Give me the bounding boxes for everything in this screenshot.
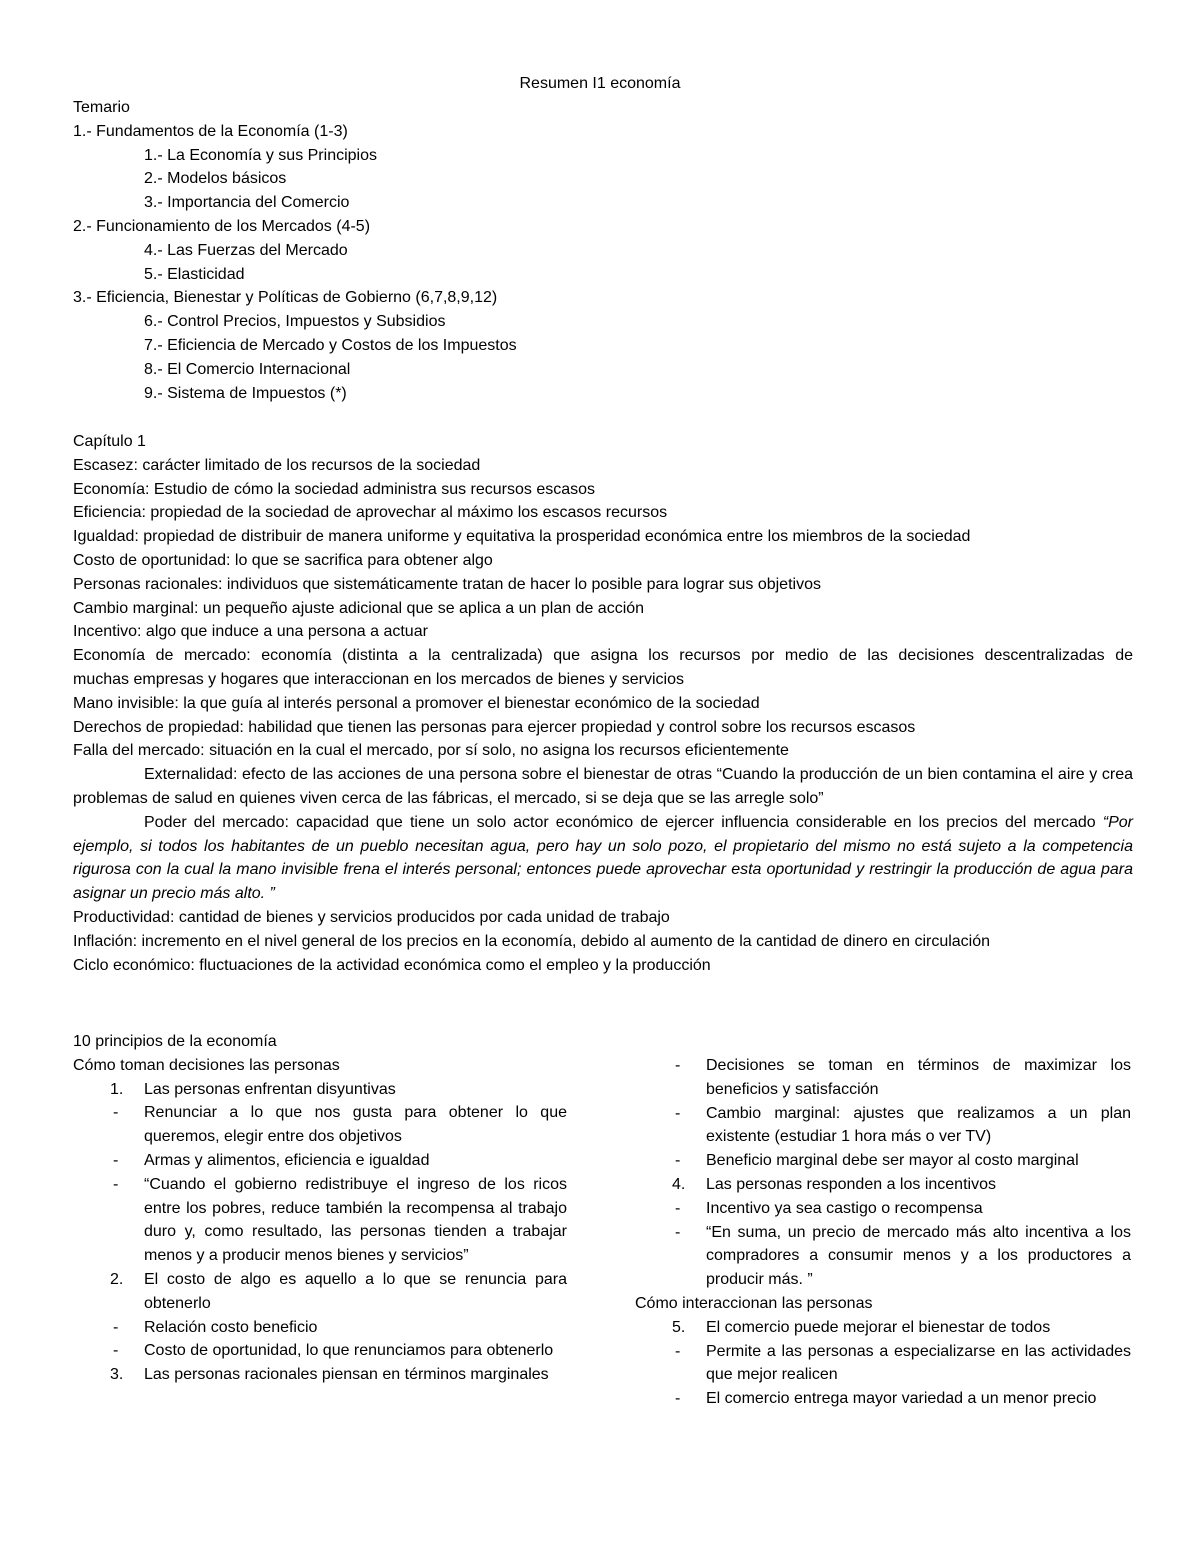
- list-item: [73, 1173, 567, 1268]
- temario-heading: Temario: [73, 99, 130, 116]
- definition-incentivo: Incentivo: algo que induce a una persona a actuar: [73, 623, 428, 641]
- capitulo-1-heading: Capítulo 1: [73, 433, 146, 450]
- temario-chapter-2: 2.- Modelos básicos: [144, 170, 287, 188]
- poder-mercado-definition: Poder del mercado: capacidad que tiene un solo actor económico de ejercer influencia considerable en los precios del mercado: [144, 813, 1103, 831]
- definition-costo-oportunidad: Costo de oportunidad: lo que se sacrifica para obtener algo: [73, 551, 493, 569]
- list-item: [635, 1340, 1131, 1388]
- list-text: Beneficio marginal debe ser mayor al costo marginal: [706, 1152, 1079, 1170]
- list-text: Costo de oportunidad, lo que renunciamos para obtenerlo: [144, 1342, 554, 1360]
- definition-cambio-marginal: Cambio marginal: un pequeño ajuste adicional que se aplica a un plan de acción: [73, 599, 645, 617]
- list-marker: -: [675, 1104, 681, 1122]
- list-item: [73, 1339, 567, 1363]
- section-toman-decisiones: Cómo toman decisiones las personas: [73, 1056, 340, 1074]
- definition-productividad: Productividad: cantidad de bienes y servicios producidos por cada unidad de trabajo: [73, 908, 670, 926]
- definition-personas-racionales: Personas racionales: individuos que sistemáticamente tratan de hacer lo posible para lograr sus objetivos: [73, 575, 821, 593]
- list-item: [635, 1316, 1131, 1340]
- list-text: “Cuando el gobierno redistribuye el ingreso de los ricos entre los pobres, reduce también la recompensa al trabajo duro y, como resultado, las personas tienden a trabajar menos y a producir menos bienes y servicios”: [144, 1175, 567, 1265]
- list-text: El comercio entrega mayor variedad a un menor precio: [706, 1390, 1097, 1408]
- list-text: Las personas racionales piensan en términos marginales: [144, 1366, 549, 1384]
- list-text: Cambio marginal: ajustes que realizamos a un plan existente (estudiar 1 hora más o ver TV): [706, 1104, 1131, 1146]
- definition-igualdad: Igualdad: propiedad de distribuir de manera uniforme y equitativa la prosperidad económica entre los miembros de la sociedad: [73, 528, 971, 546]
- definition-economia: Economía: Estudio de cómo la sociedad administra sus recursos escasos: [73, 480, 596, 498]
- temario-chapter-6: 6.- Control Precios, Impuestos y Subsidios: [144, 313, 446, 331]
- principios-right-column: [635, 1054, 1131, 1411]
- list-item: [73, 1268, 567, 1316]
- temario-chapter-3: 3.- Importancia del Comercio: [144, 194, 350, 212]
- temario-unit-3: 3.- Eficiencia, Bienestar y Políticas de Gobierno (6,7,8,9,12): [73, 289, 498, 307]
- definition-economia-mercado-line-2: muchas empresas y hogares que interaccionan en los mercados de bienes y servicios: [73, 670, 684, 688]
- list-text: Armas y alimentos, eficiencia e igualdad: [144, 1151, 430, 1169]
- list-text: Las personas responden a los incentivos: [706, 1175, 996, 1193]
- list-text: Renunciar a lo que nos gusta para obtener lo que queremos, elegir entre dos objetivos: [144, 1104, 567, 1146]
- capitulo-1-section: [73, 430, 1133, 977]
- list-item: [635, 1197, 1131, 1221]
- list-marker: -: [113, 1318, 119, 1336]
- list-text: El comercio puede mejorar el bienestar de todos: [706, 1318, 1051, 1336]
- temario-chapter-7: 7.- Eficiencia de Mercado y Costos de los Impuestos: [144, 336, 517, 354]
- list-item: [73, 1078, 567, 1102]
- list-item: [635, 1054, 1131, 1102]
- temario-chapter-8: 8.- El Comercio Internacional: [144, 360, 351, 378]
- list-text: Relación costo beneficio: [144, 1318, 318, 1336]
- definition-poder-mercado: [73, 811, 1133, 906]
- principios-heading: 10 principios de la economía: [73, 1033, 277, 1050]
- poder-mercado-example: “Por ejemplo, si todos los habitantes de un pueblo necesitan agua, pero hay un solo pozo, el propietario del mismo no está sujeto a la competencia rigurosa con la cual la mano invisible frena el interés personal; entonces puede aprovechar esta oportunidad y restringir la producción de agua para asignar un precio más alto. ”: [73, 813, 1133, 903]
- temario-chapter-1: 1.- La Economía y sus Principios: [144, 146, 377, 164]
- list-marker: -: [675, 1057, 681, 1074]
- list-item: [635, 1102, 1131, 1150]
- temario-unit-2: 2.- Funcionamiento de los Mercados (4-5): [73, 217, 371, 235]
- definition-ciclo-economico: Ciclo económico: fluctuaciones de la actividad económica como el empleo y la producción: [73, 956, 711, 974]
- list-marker: -: [675, 1390, 681, 1408]
- list-marker: -: [675, 1223, 681, 1241]
- temario-chapter-4: 4.- Las Fuerzas del Mercado: [144, 241, 348, 259]
- list-item: [73, 1149, 567, 1173]
- list-marker: -: [113, 1342, 119, 1360]
- list-item: [635, 1221, 1131, 1292]
- list-marker: -: [675, 1199, 681, 1217]
- temario-chapter-9: 9.- Sistema de Impuestos (*): [144, 384, 347, 402]
- definition-escasez: Escasez: carácter limitado de los recursos de la sociedad: [73, 456, 481, 474]
- definition-derechos-propiedad: Derechos de propiedad: habilidad que tienen las personas para ejercer propiedad y control sobre los recursos escasos: [73, 718, 916, 736]
- list-item: [73, 1363, 567, 1387]
- list-text: El costo de algo es aquello a lo que se renuncia para obtenerlo: [144, 1270, 567, 1312]
- list-text: Decisiones se toman en términos de maximizar los beneficios y satisfacción: [706, 1057, 1131, 1098]
- temario-unit-1: 1.- Fundamentos de la Economía (1-3): [73, 122, 348, 140]
- definition-externalidad: Externalidad: efecto de las acciones de una persona sobre el bienestar de otras “Cuando la producción de un bien contamina el aire y crea problemas de salud en quienes viven cerca de las fábricas, el mercado, si se deja que se las arregle solo”: [73, 766, 1133, 807]
- list-marker: 4.: [672, 1175, 686, 1193]
- list-text: Permite a las personas a especializarse en las actividades que mejor realicen: [706, 1342, 1131, 1384]
- list-marker: 3.: [110, 1366, 124, 1384]
- principios-left-column: [73, 1030, 567, 1387]
- list-item: [73, 1316, 567, 1340]
- list-text: Las personas enfrentan disyuntivas: [144, 1080, 396, 1098]
- temario-chapter-5: 5.- Elasticidad: [144, 265, 245, 283]
- definition-mano-invisible: Mano invisible: la que guía al interés personal a promover el bienestar económico de la sociedad: [73, 694, 760, 712]
- definition-economia-mercado-line-1: Economía de mercado: economía (distinta a la centralizada) que asigna los recursos por medio de las decisiones descentralizadas de: [73, 647, 1133, 665]
- list-item: [73, 1101, 567, 1149]
- list-marker: -: [675, 1342, 681, 1360]
- list-text: Incentivo ya sea castigo o recompensa: [706, 1199, 983, 1217]
- list-item: [635, 1149, 1131, 1173]
- definition-inflacion: Inflación: incremento en el nivel general de los precios en la economía, debido al aumento de la cantidad de dinero en circulación: [73, 932, 991, 950]
- list-marker: 1.: [110, 1080, 124, 1098]
- list-marker: -: [113, 1175, 119, 1193]
- list-marker: -: [675, 1152, 681, 1170]
- list-marker: 2.: [110, 1270, 124, 1288]
- temario-section: [73, 96, 1133, 405]
- list-marker: -: [113, 1151, 119, 1169]
- list-marker: -: [113, 1104, 119, 1122]
- definition-eficiencia: Eficiencia: propiedad de la sociedad de aprovechar al máximo los escasos recursos: [73, 504, 668, 522]
- list-marker: 5.: [672, 1318, 686, 1336]
- definition-falla-mercado: Falla del mercado: situación en la cual el mercado, por sí solo, no asigna los recursos eficientemente: [73, 742, 789, 760]
- list-text: “En suma, un precio de mercado más alto incentiva a los compradores a consumir menos y a los productores a producir más. ”: [706, 1223, 1131, 1289]
- section-interaccionan: Cómo interaccionan las personas: [635, 1294, 873, 1312]
- document-title: Resumen I1 economía: [519, 75, 681, 92]
- list-item: [635, 1387, 1131, 1411]
- list-item: [635, 1173, 1131, 1197]
